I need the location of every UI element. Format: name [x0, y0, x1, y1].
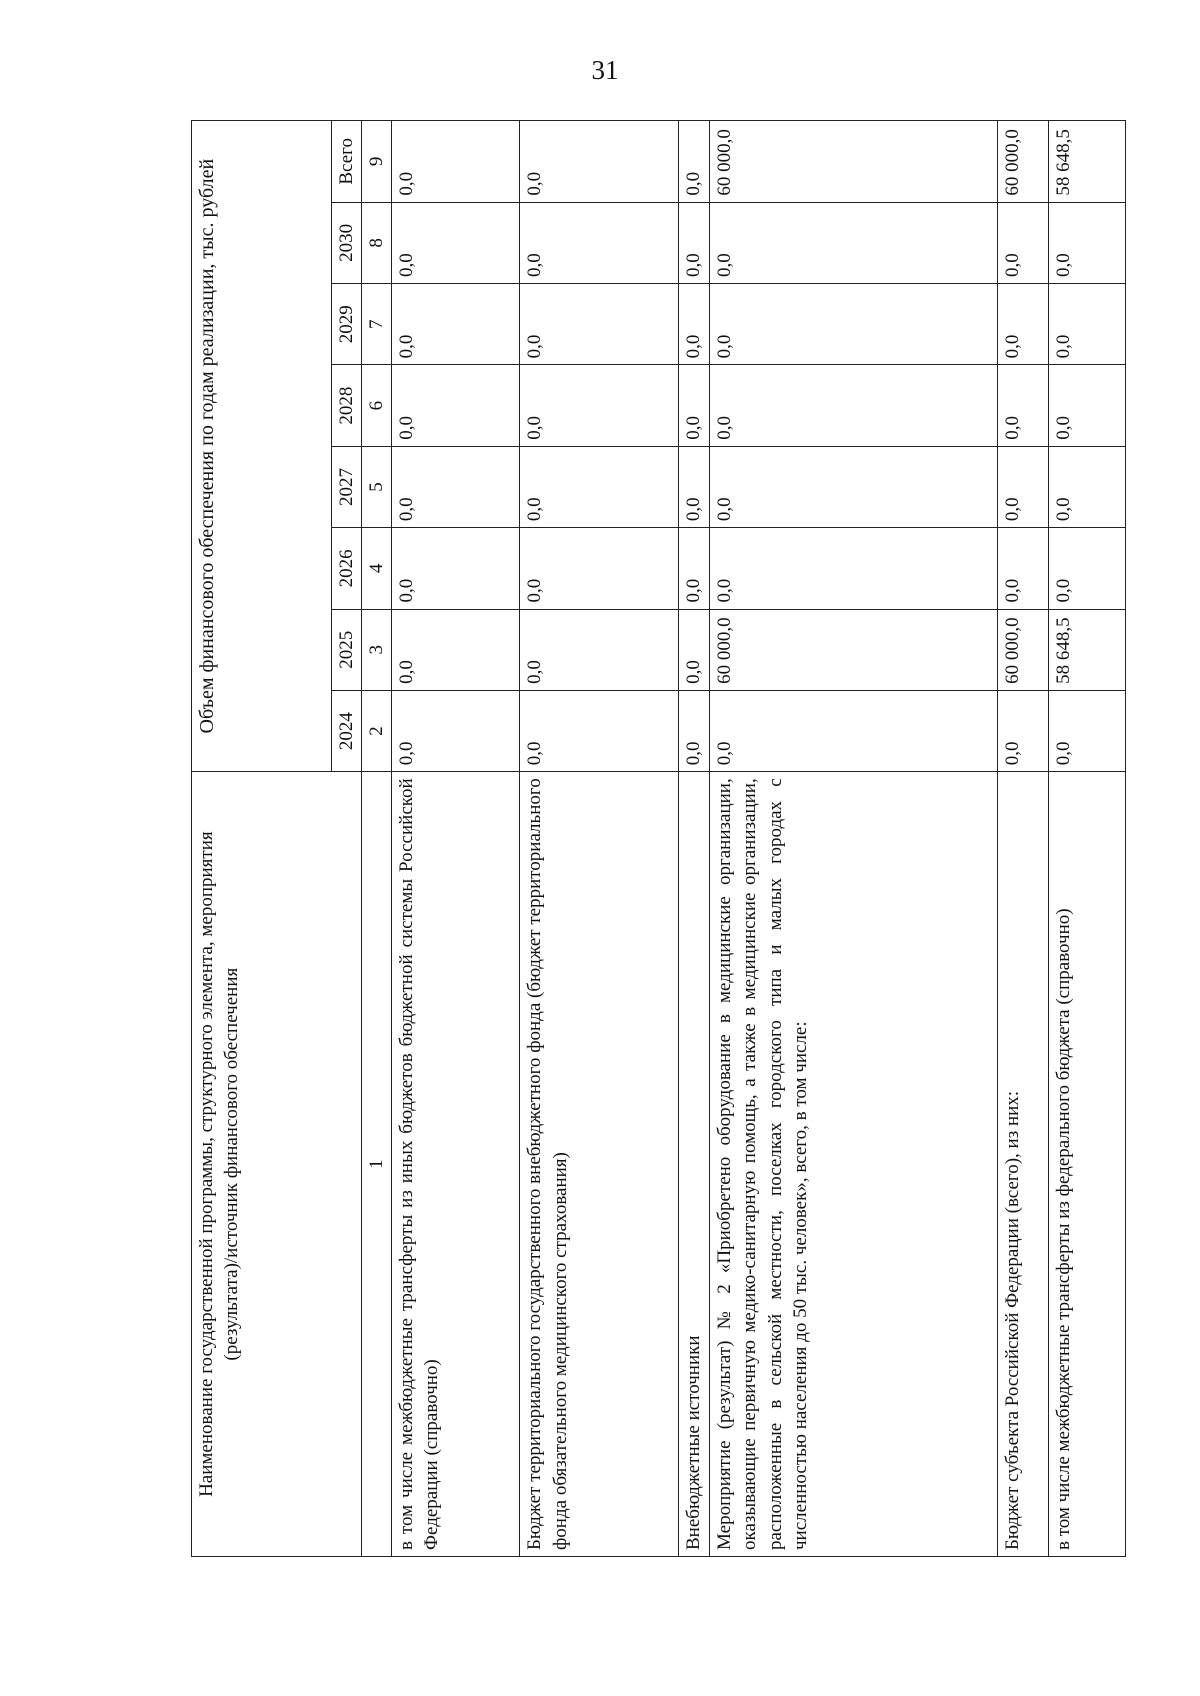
header-name: Наименование государственной программы, структурного элемента, мероприятия (результата)/источник финансового обеспечения	[192, 772, 362, 1557]
value-cell: 0,0	[679, 121, 710, 203]
value-cell: 0,0	[679, 365, 710, 446]
value-cell: 0,0	[997, 690, 1048, 771]
column-number: 2	[362, 690, 392, 771]
column-number: 6	[362, 365, 392, 446]
value-cell: 0,0	[392, 609, 520, 690]
table-row	[392, 121, 520, 1557]
value-cell: 0,0	[392, 284, 520, 365]
row-label: Внебюджетные источники	[679, 772, 710, 1557]
value-cell: 0,0	[679, 446, 710, 527]
value-cell: 0,0	[710, 528, 997, 609]
value-cell: 0,0	[520, 202, 679, 283]
table-row	[520, 121, 679, 1557]
value-cell: 0,0	[997, 446, 1048, 527]
value-cell: 0,0	[1048, 690, 1125, 771]
value-cell: 0,0	[392, 202, 520, 283]
value-cell: 0,0	[392, 690, 520, 771]
value-cell: 0,0	[1048, 528, 1125, 609]
value-cell: 0,0	[679, 284, 710, 365]
value-cell: 0,0	[997, 365, 1048, 446]
value-cell: 0,0	[520, 690, 679, 771]
value-cell: 0,0	[710, 284, 997, 365]
value-cell: 0,0	[392, 528, 520, 609]
header-year: 2024	[332, 690, 362, 771]
header-year: 2030	[332, 202, 362, 283]
header-year: 2026	[332, 528, 362, 609]
row-label: Мероприятие (результат) № 2 «Приобретено оборудование в медицинские организации, оказывающие первичную медико-санитарную помощь, а также в медицинские организации, расположенные в сельской местности, поселках городского типа и малых городах с численностью населения до 50 тыс. человек», всего, в том числе:	[710, 772, 997, 1557]
value-cell: 58 648,5	[1048, 609, 1125, 690]
column-number: 8	[362, 202, 392, 283]
column-number: 4	[362, 528, 392, 609]
value-cell: 0,0	[520, 609, 679, 690]
header-year: 2029	[332, 284, 362, 365]
column-number: 5	[362, 446, 392, 527]
value-cell: 0,0	[392, 446, 520, 527]
value-cell: 60 000,0	[710, 121, 997, 203]
value-cell: 60 000,0	[997, 121, 1048, 203]
value-cell: 0,0	[392, 121, 520, 203]
header-year: 2027	[332, 446, 362, 527]
financing-table	[191, 120, 1126, 1557]
value-cell: 0,0	[1048, 202, 1125, 283]
value-cell: 0,0	[710, 365, 997, 446]
header-financing-volume: Объем финансового обеспечения по годам реализации, тыс. рублей	[192, 121, 332, 772]
value-cell: 0,0	[520, 284, 679, 365]
value-cell: 0,0	[710, 202, 997, 283]
header-year: 2025	[332, 609, 362, 690]
value-cell: 0,0	[679, 609, 710, 690]
value-cell: 0,0	[520, 446, 679, 527]
value-cell: 0,0	[679, 528, 710, 609]
page-number: 31	[591, 55, 619, 85]
value-cell: 0,0	[997, 284, 1048, 365]
value-cell: 0,0	[1048, 365, 1125, 446]
row-label: Бюджет территориального государственного внебюджетного фонда (бюджет территориального фонда обязательного медицинского страхования)	[520, 772, 679, 1557]
table-row	[1048, 121, 1125, 1557]
table-row	[679, 121, 710, 1557]
row-label: в том числе межбюджетные трансферты из иных бюджетов бюджетной системы Российской Федерации (справочно)	[392, 772, 520, 1557]
value-cell: 0,0	[710, 690, 997, 771]
value-cell: 0,0	[1048, 284, 1125, 365]
value-cell: 0,0	[710, 446, 997, 527]
value-cell: 0,0	[392, 365, 520, 446]
table-row	[997, 121, 1048, 1557]
row-label: Бюджет субъекта Российской Федерации (всего), из них:	[997, 772, 1048, 1557]
value-cell: 58 648,5	[1048, 121, 1125, 203]
table-row	[710, 121, 997, 1557]
value-cell: 60 000,0	[997, 609, 1048, 690]
value-cell: 60 000,0	[710, 609, 997, 690]
value-cell: 0,0	[1048, 446, 1125, 527]
column-number: 9	[362, 121, 392, 203]
value-cell: 0,0	[679, 202, 710, 283]
row-label: в том числе межбюджетные трансферты из федерального бюджета (справочно)	[1048, 772, 1125, 1557]
column-number: 1	[362, 772, 392, 1557]
rotated-table-wrapper	[191, 120, 1126, 1557]
column-number: 7	[362, 284, 392, 365]
value-cell: 0,0	[520, 365, 679, 446]
value-cell: 0,0	[997, 528, 1048, 609]
value-cell: 0,0	[520, 121, 679, 203]
column-number: 3	[362, 609, 392, 690]
value-cell: 0,0	[679, 690, 710, 771]
value-cell: 0,0	[520, 528, 679, 609]
header-total: Всего	[332, 121, 362, 203]
value-cell: 0,0	[997, 202, 1048, 283]
header-year: 2028	[332, 365, 362, 446]
